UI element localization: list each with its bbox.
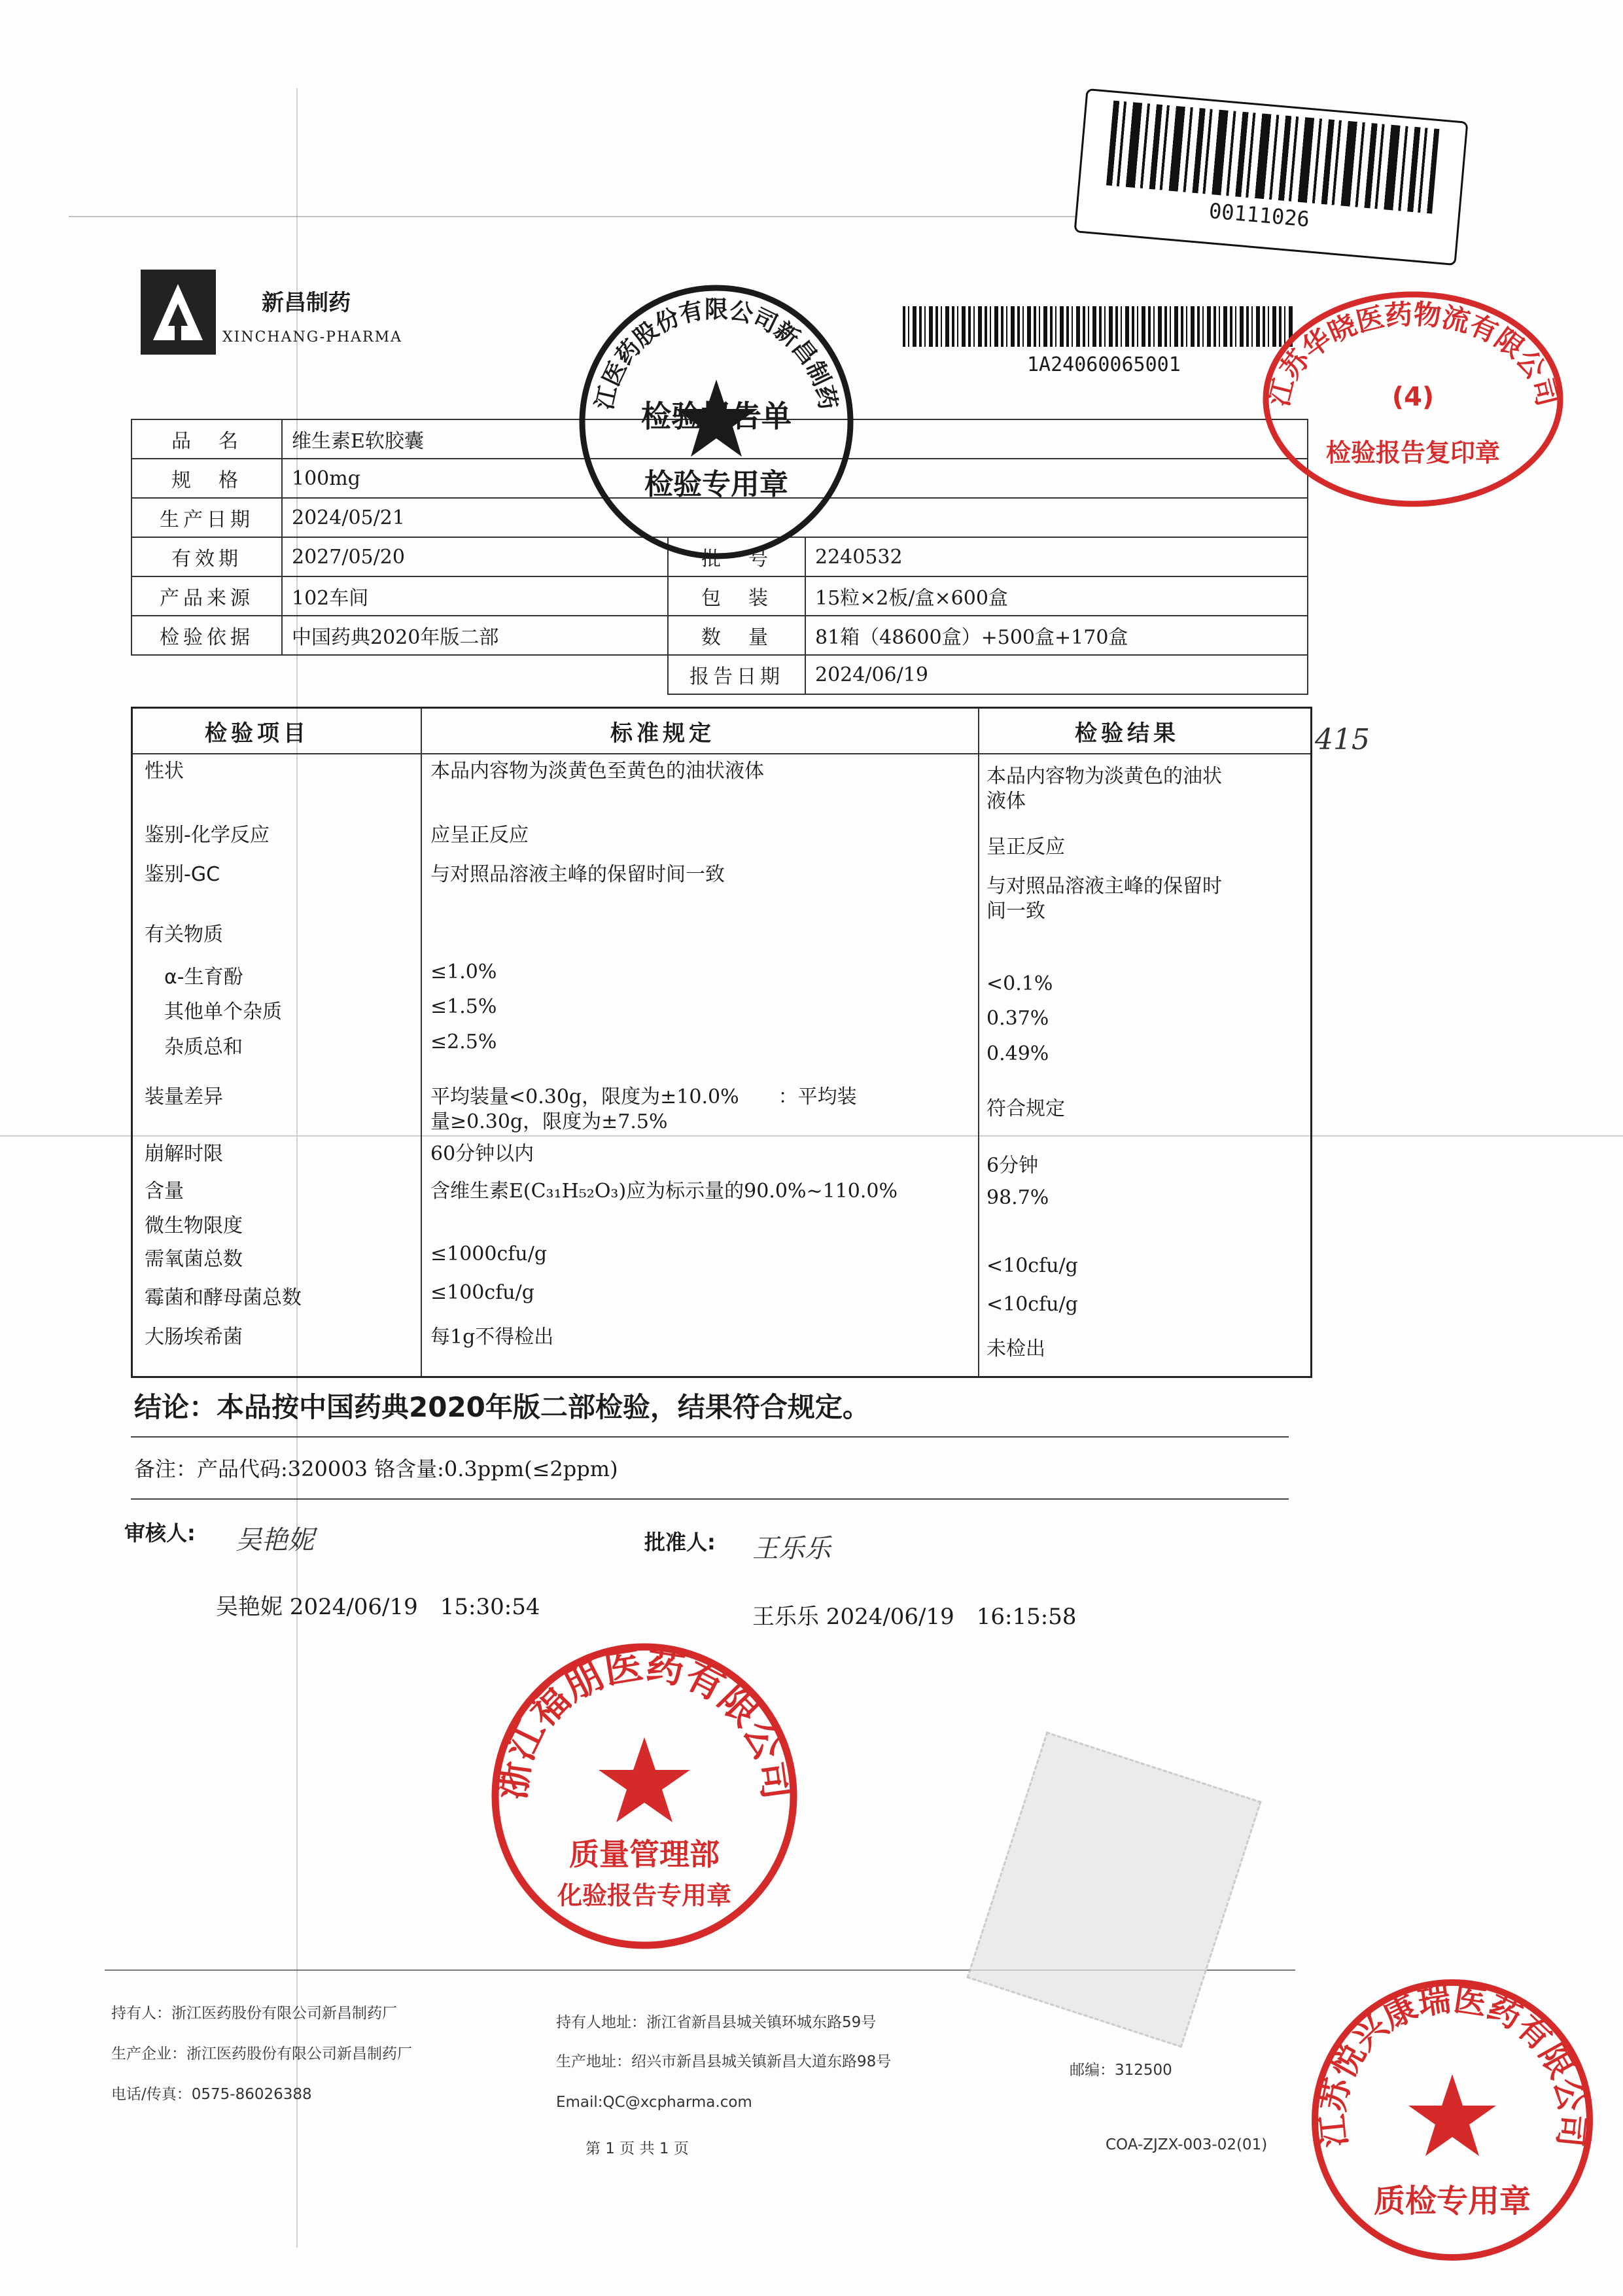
source-value: 102车间 bbox=[282, 576, 668, 616]
mfg-date-value: 2024/05/21 bbox=[282, 498, 1308, 537]
quantity-label: 数 量 bbox=[668, 616, 805, 655]
footer-postcode: 邮编：312500 bbox=[1070, 2062, 1172, 2079]
reviewer-label: 审核人: bbox=[124, 1521, 196, 1545]
reviewer-name-time: 吴艳妮 2024/06/19 15:30:54 bbox=[216, 1594, 540, 1620]
test-result: 符合规定 bbox=[986, 1097, 1065, 1120]
stamp3-ring-text: 浙江福朋医药有限公司 bbox=[489, 1642, 800, 1803]
test-result: <0.1% bbox=[986, 972, 1053, 995]
svg-text:浙江医药股份有限公司新昌制药厂 bbox=[564, 260, 841, 412]
stamp1-ring-text: 浙江医药股份有限公司新昌制药厂 bbox=[563, 260, 842, 412]
test-standard: 每1g不得检出 bbox=[430, 1326, 554, 1349]
test-standard: 60分钟以内 bbox=[430, 1142, 534, 1165]
test-item: 杂质总和 bbox=[164, 1036, 243, 1059]
test-item: 装量差异 bbox=[145, 1086, 223, 1108]
test-result: 0.49% bbox=[986, 1042, 1049, 1065]
batch-label: 批 号 bbox=[668, 537, 805, 576]
document-barcode-icon bbox=[903, 306, 1295, 347]
report-date-label: 报告日期 bbox=[668, 655, 805, 694]
test-standard: ≤1.0% bbox=[430, 961, 497, 983]
test-result: 98.7% bbox=[986, 1186, 1049, 1209]
approver-name-time: 王乐乐 2024/06/19 16:15:58 bbox=[752, 1604, 1077, 1630]
test-result: 0.37% bbox=[986, 1007, 1049, 1030]
stamp2-bottom-text: 检验报告复印章 bbox=[1325, 438, 1501, 467]
test-standard: 本品内容物为淡黄色至黄色的油状液体 bbox=[430, 760, 764, 783]
brand-name-cn: 新昌制药 bbox=[262, 290, 351, 316]
test-result: 本品内容物为淡黄色的油状 bbox=[986, 765, 1222, 788]
divider bbox=[131, 1498, 1289, 1500]
footer-email: Email:QC@xcpharma.com bbox=[556, 2094, 752, 2111]
test-item: 崩解时限 bbox=[145, 1142, 223, 1165]
quality-department-stamp-seal bbox=[487, 1639, 801, 1953]
test-item: 霉菌和酵母菌总数 bbox=[145, 1286, 302, 1309]
source-label: 产品来源 bbox=[131, 576, 282, 616]
footer-holder-address: 持有人地址：浙江省新昌县城关镇环城东路59号 bbox=[556, 2014, 877, 2031]
test-item: 需氧菌总数 bbox=[145, 1248, 243, 1271]
test-standard: ≤1.5% bbox=[430, 995, 497, 1018]
test-standard: ≤2.5% bbox=[430, 1031, 497, 1053]
spec-label: 规 格 bbox=[131, 459, 282, 498]
stamp4-bottom-text: 质检专用章 bbox=[1373, 2183, 1531, 2219]
footer-holder: 持有人：浙江医药股份有限公司新昌制药厂 bbox=[111, 2005, 397, 2022]
stamp1-center-text: 检验报告单 bbox=[641, 398, 792, 434]
header-result: 检验结果 bbox=[1075, 720, 1179, 747]
test-standard-cont: 量≥0.30g，限度为±7.5% bbox=[430, 1110, 668, 1133]
test-item: 微生物限度 bbox=[145, 1214, 243, 1237]
stamp1-bottom-text: 检验专用章 bbox=[644, 468, 788, 501]
remark: 备注：产品代码:320003 铬含量:0.3ppm(≤2ppm) bbox=[134, 1457, 618, 1481]
package-value: 15粒×2板/盒×600盒 bbox=[805, 576, 1308, 616]
footer-producer: 生产企业：浙江医药股份有限公司新昌制药厂 bbox=[111, 2045, 412, 2062]
quantity-value: 81箱（48600盒）+500盒+170盒 bbox=[805, 616, 1308, 655]
test-standard: 平均装量<0.30g，限度为±10.0% ：平均装 bbox=[430, 1086, 857, 1108]
barcode-number: 00111026 bbox=[1208, 198, 1311, 232]
test-item: 鉴别-GC bbox=[145, 863, 220, 886]
test-item: 鉴别-化学反应 bbox=[145, 824, 270, 847]
test-item: α-生育酚 bbox=[164, 966, 243, 989]
test-item: 大肠埃希菌 bbox=[145, 1326, 243, 1349]
test-standard: 与对照品溶液主峰的保留时间一致 bbox=[430, 863, 725, 886]
footer-tel: 电话/传真：0575-86026388 bbox=[111, 2086, 312, 2103]
approver-signature: 王乐乐 bbox=[752, 1534, 831, 1564]
package-label: 包 装 bbox=[668, 576, 805, 616]
footer-page-number: 第 1 页 共 1 页 bbox=[585, 2140, 689, 2157]
report-date-value: 2024/06/19 bbox=[805, 655, 1308, 694]
inspection-stamp-seal bbox=[563, 260, 857, 563]
test-result: <10cfu/g bbox=[986, 1254, 1078, 1277]
basis-label: 检验依据 bbox=[131, 616, 282, 655]
test-item: 其他单个杂质 bbox=[164, 1000, 282, 1023]
footer-production-address: 生产地址：绍兴市新昌县城关镇新昌大道东路98号 bbox=[556, 2053, 892, 2070]
test-item: 性状 bbox=[145, 760, 184, 783]
product-name-value: 维生素E软胶囊 bbox=[282, 419, 1308, 459]
stamp3-line2: 化验报告专用章 bbox=[557, 1881, 732, 1910]
test-standard: 应呈正反应 bbox=[430, 824, 529, 847]
test-result-cont: 液体 bbox=[986, 790, 1026, 813]
test-item: 含量 bbox=[145, 1180, 184, 1203]
barcode-icon bbox=[1106, 101, 1439, 214]
test-result: 未检出 bbox=[986, 1337, 1045, 1360]
test-result-cont: 间一致 bbox=[986, 900, 1045, 923]
test-results-table bbox=[131, 707, 1312, 1378]
conclusion: 结论：本品按中国药典2020年版二部检验，结果符合规定。 bbox=[134, 1391, 870, 1423]
batch-value: 2240532 bbox=[805, 537, 1308, 576]
brand-name-en: XINCHANG-PHARMA bbox=[222, 329, 403, 345]
document-code: 1A24060065001 bbox=[1027, 353, 1181, 376]
divider bbox=[131, 1436, 1289, 1438]
test-result: 呈正反应 bbox=[986, 836, 1065, 858]
faded-stamp bbox=[966, 1731, 1261, 2048]
header-test-item: 检验项目 bbox=[205, 720, 309, 747]
stamp2-ring-text: 江苏华晓医药物流有限公司 bbox=[1262, 298, 1564, 410]
approver-label: 批准人: bbox=[644, 1530, 716, 1555]
qc-stamp-seal bbox=[1308, 1976, 1596, 2264]
test-standard: ≤1000cfu/g bbox=[430, 1243, 548, 1265]
header-standard: 标准规定 bbox=[610, 720, 715, 747]
stamp4-ring-text: 江苏悦兴康瑞医药有限公司 bbox=[1313, 1980, 1592, 2149]
test-result: 与对照品溶液主峰的保留时 bbox=[986, 875, 1222, 898]
reviewer-signature: 吴艳妮 bbox=[236, 1525, 314, 1555]
spec-value: 100mg bbox=[282, 459, 1308, 498]
copy-stamp-seal bbox=[1259, 288, 1567, 510]
company-logo bbox=[141, 270, 216, 355]
stamp3-line1: 质量管理部 bbox=[569, 1837, 720, 1872]
basis-value: 中国药典2020年版二部 bbox=[282, 616, 668, 655]
footer-form-code: COA-ZJZX-003-02(01) bbox=[1106, 2136, 1268, 2153]
exp-date-label: 有效期 bbox=[131, 537, 282, 576]
exp-date-value: 2027/05/20 bbox=[282, 537, 668, 576]
test-standard: 含维生素E(C₃₁H₅₂O₃)应为标示量的90.0%~110.0% bbox=[430, 1180, 898, 1203]
test-item: 有关物质 bbox=[145, 923, 223, 946]
margin-handwritten-note: 415 bbox=[1315, 723, 1370, 756]
product-name-label: 品 名 bbox=[131, 419, 282, 459]
test-standard: ≤100cfu/g bbox=[430, 1281, 534, 1304]
barcode-label bbox=[1073, 88, 1468, 266]
mfg-date-label: 生产日期 bbox=[131, 498, 282, 537]
test-result: 6分钟 bbox=[986, 1154, 1039, 1177]
test-result: <10cfu/g bbox=[986, 1293, 1078, 1316]
stamp2-center-text: (4) bbox=[1391, 382, 1435, 412]
